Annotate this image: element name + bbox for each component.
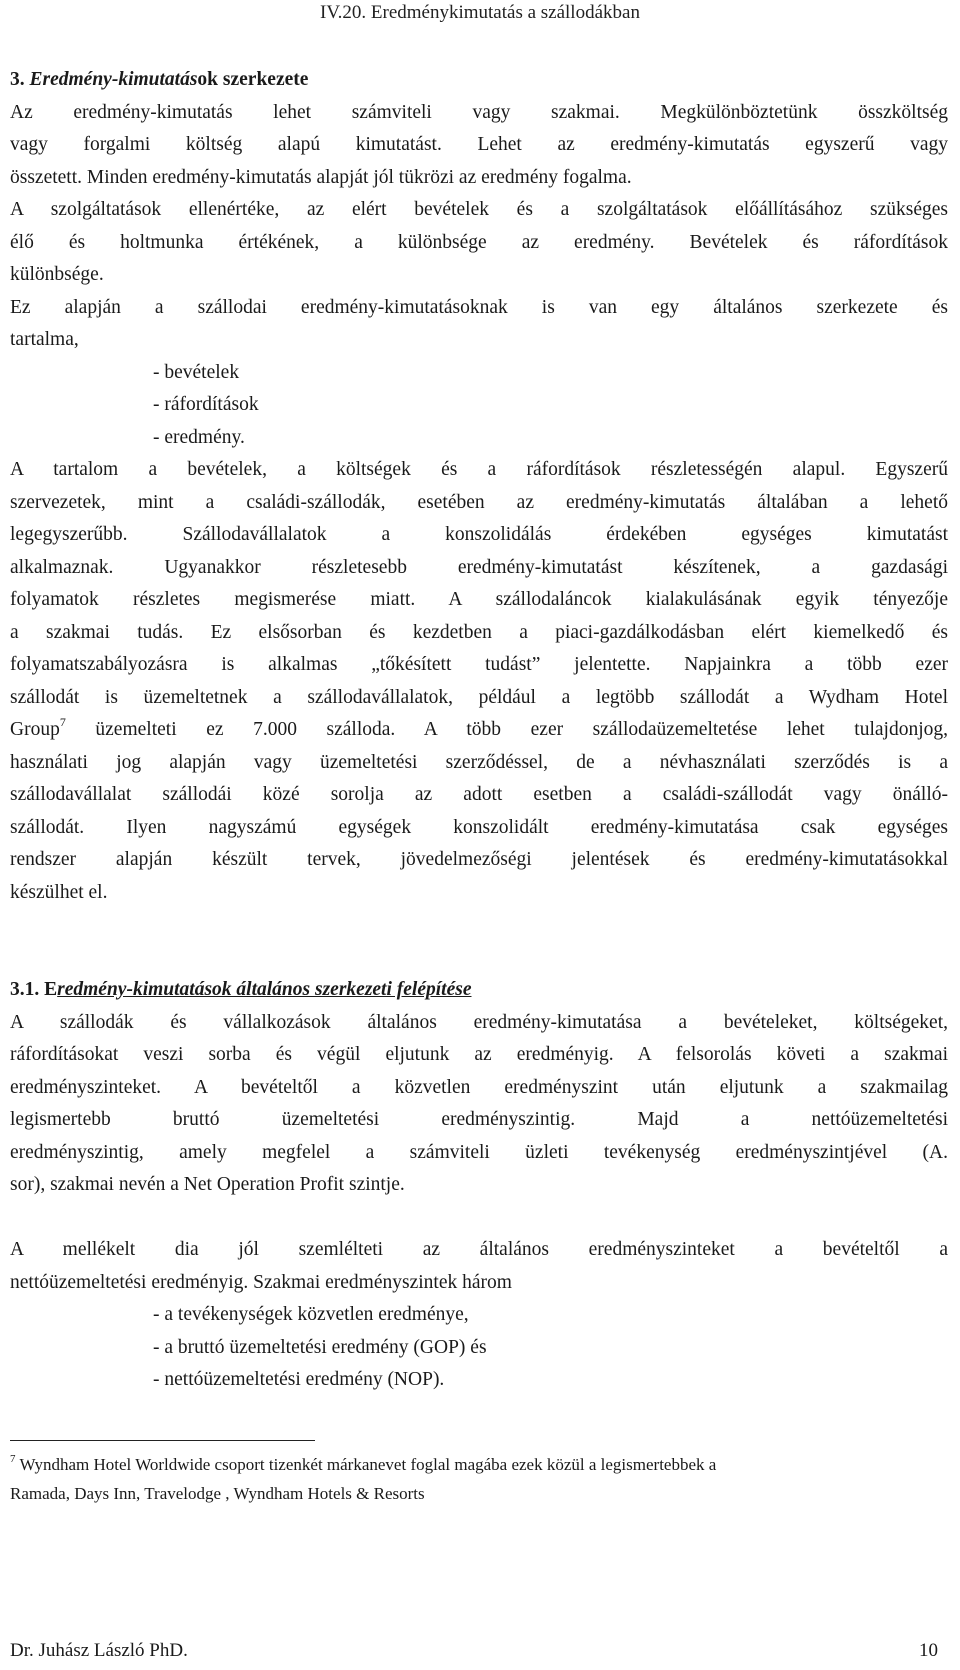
paragraph-line: nettóüzemeltetési eredményig. Szakmai eredményszintek három [10, 1271, 512, 1293]
footnote-text: Wyndham Hotel Worldwide csoport tizenkét márkanevet foglal magába ezek közül a legismertebbek a [15, 1455, 717, 1474]
section-3-1-heading [10, 974, 948, 1007]
footnote-separator [10, 1440, 315, 1441]
paragraph-line: készülhet el. [10, 881, 108, 903]
paragraph-line: Ez alapján a szállodai eredmény-kimutatásoknak is van egy általános szerkezete és [10, 296, 948, 318]
list-item: - eredmény. [153, 426, 245, 448]
paragraph-line: A mellékelt dia jól szemlélteti az általános eredményszinteket a bevételtől a [10, 1239, 948, 1260]
page-number: 10 [919, 1640, 938, 1661]
paragraph-line: használati jog alapján vagy üzemeltetési szerződéssel, de a névhasználati szerződés is a [10, 751, 948, 773]
running-header: IV.20. Eredménykimutatás a szállodákban [320, 2, 640, 23]
paragraph-line: Az eredmény-kimutatás lehet számviteli vagy szakmai. Megkülönböztetünk összköltség [10, 101, 948, 123]
paragraph-line: összetett. Minden eredmény-kimutatás alapját jól tükrözi az eredmény fogalma. [10, 166, 632, 188]
paragraph-line: A szolgáltatások ellenértéke, az elért bevételek és a szolgáltatások előállításához szükséges [10, 199, 948, 220]
heading-rest: ok szerkezete [197, 69, 309, 90]
paragraph-line: tartalma, [10, 329, 79, 350]
footnote-line [10, 1450, 950, 1479]
paragraph-line: szállodát. Ilyen nagyszámú egységek konszolidált eredmény-kimutatása csak egységes [10, 816, 948, 838]
spacer [10, 1202, 948, 1235]
paragraph-line: A tartalom a bevételek, a költségek és a ráfordítások részletességén alapul. Egyszerű [10, 459, 948, 480]
spacer [10, 942, 948, 975]
paragraph-line: vagy forgalmi költség alapú kimutatást. Lehet az eredmény-kimutatás egyszerű vagy [10, 134, 948, 155]
paragraph-line: folyamatok részletes megismerése miatt. A szállodaláncok kialakulásának egyik tényezője [10, 589, 948, 610]
list-item: - nettóüzemeltetési eredmény (NOP). [153, 1369, 445, 1390]
list-item: - ráfordítások [153, 394, 259, 415]
heading-title: redmény-kimutatások általános szerkezeti felépítése [57, 979, 472, 1000]
section-3-heading [10, 64, 948, 97]
paragraph-line: eredményszintig, amely megfelel a számviteli üzleti tevékenység eredményszintjével (A. [10, 1141, 948, 1163]
paragraph-line: alkalmaznak. Ugyanakkor részletesebb eredmény-kimutatást készítenek, a gazdasági [10, 556, 948, 578]
list-item: - a bruttó üzemeltetési eredmény (GOP) és [153, 1336, 487, 1358]
paragraph-line: szállodát is üzemeltetnek a szállodavállalatok, például a legtöbb szállodát a Wydham Hotel [10, 686, 948, 708]
paragraph-line: ráfordításokat veszi sorba és végül eljutunk az eredményig. A felsorolás követi a szakmai [10, 1044, 948, 1065]
paragraph-line: szervezetek, mint a családi-szállodák, esetében az eredmény-kimutatás általában a lehető [10, 491, 948, 513]
list-item: - bevételek [153, 361, 240, 383]
footnote [10, 1450, 950, 1508]
spacer [10, 909, 948, 942]
group-text-rest: üzemelteti ez 7.000 szálloda. A több ezer szállodaüzemeltetése lehet tulajdonjog, [65, 719, 948, 740]
paragraph-line: legismertebb bruttó üzemeltetési eredményszintig. Majd a nettóüzemeltetési [10, 1109, 948, 1130]
heading-italic: Eredmény-kimutatás [29, 69, 198, 90]
paragraph-line: legegyszerűbb. Szállodavállalatok a konszolidálás érdekében egységes kimutatást [10, 524, 948, 545]
paragraph-line: folyamatszabályozásra is alkalmas „tőkésített tudást” jelentette. Napjainkra a több ezer [10, 654, 948, 675]
main-content [10, 64, 948, 1397]
footnote-reference: 7 [59, 715, 66, 729]
heading-number: 3.1. E [10, 979, 58, 1000]
paragraph-line: különbsége. [10, 264, 104, 285]
paragraph-line: a szakmai tudás. Ez elsősorban és kezdetben a piaci-gazdálkodásban elért kiemelkedő és [10, 621, 948, 643]
footnote-number: 7 [10, 1453, 16, 1465]
paragraph-line: sor), szakmai nevén a Net Operation Profit szintje. [10, 1174, 405, 1195]
paragraph-line: szállodavállalat szállodái közé sorolja az adott esetben a családi-szállodát vagy önálló- [10, 784, 948, 805]
paragraph-line-with-footnote-ref [10, 714, 948, 747]
footer-author: Dr. Juhász László PhD. [10, 1640, 188, 1661]
heading-number: 3. [10, 69, 30, 90]
list-item: - a tevékenységek közvetlen eredménye, [153, 1304, 469, 1325]
paragraph-line: A szállodák és vállalkozások általános eredmény-kimutatása a bevételeket, költségeket, [10, 1011, 948, 1033]
footnote-line: Ramada, Days Inn, Travelodge , Wyndham Hotels & Resorts [10, 1484, 425, 1503]
paragraph-line: eredményszinteket. A bevételtől a közvetlen eredményszint után eljutunk a szakmailag [10, 1076, 948, 1098]
paragraph-line: élő és holtmunka értékének, a különbsége az eredmény. Bevételek és ráfordítások [10, 231, 948, 253]
group-text: Group [10, 719, 60, 740]
paragraph-line: rendszer alapján készült tervek, jövedelmezőségi jelentések és eredmény-kimutatásokkal [10, 849, 948, 870]
